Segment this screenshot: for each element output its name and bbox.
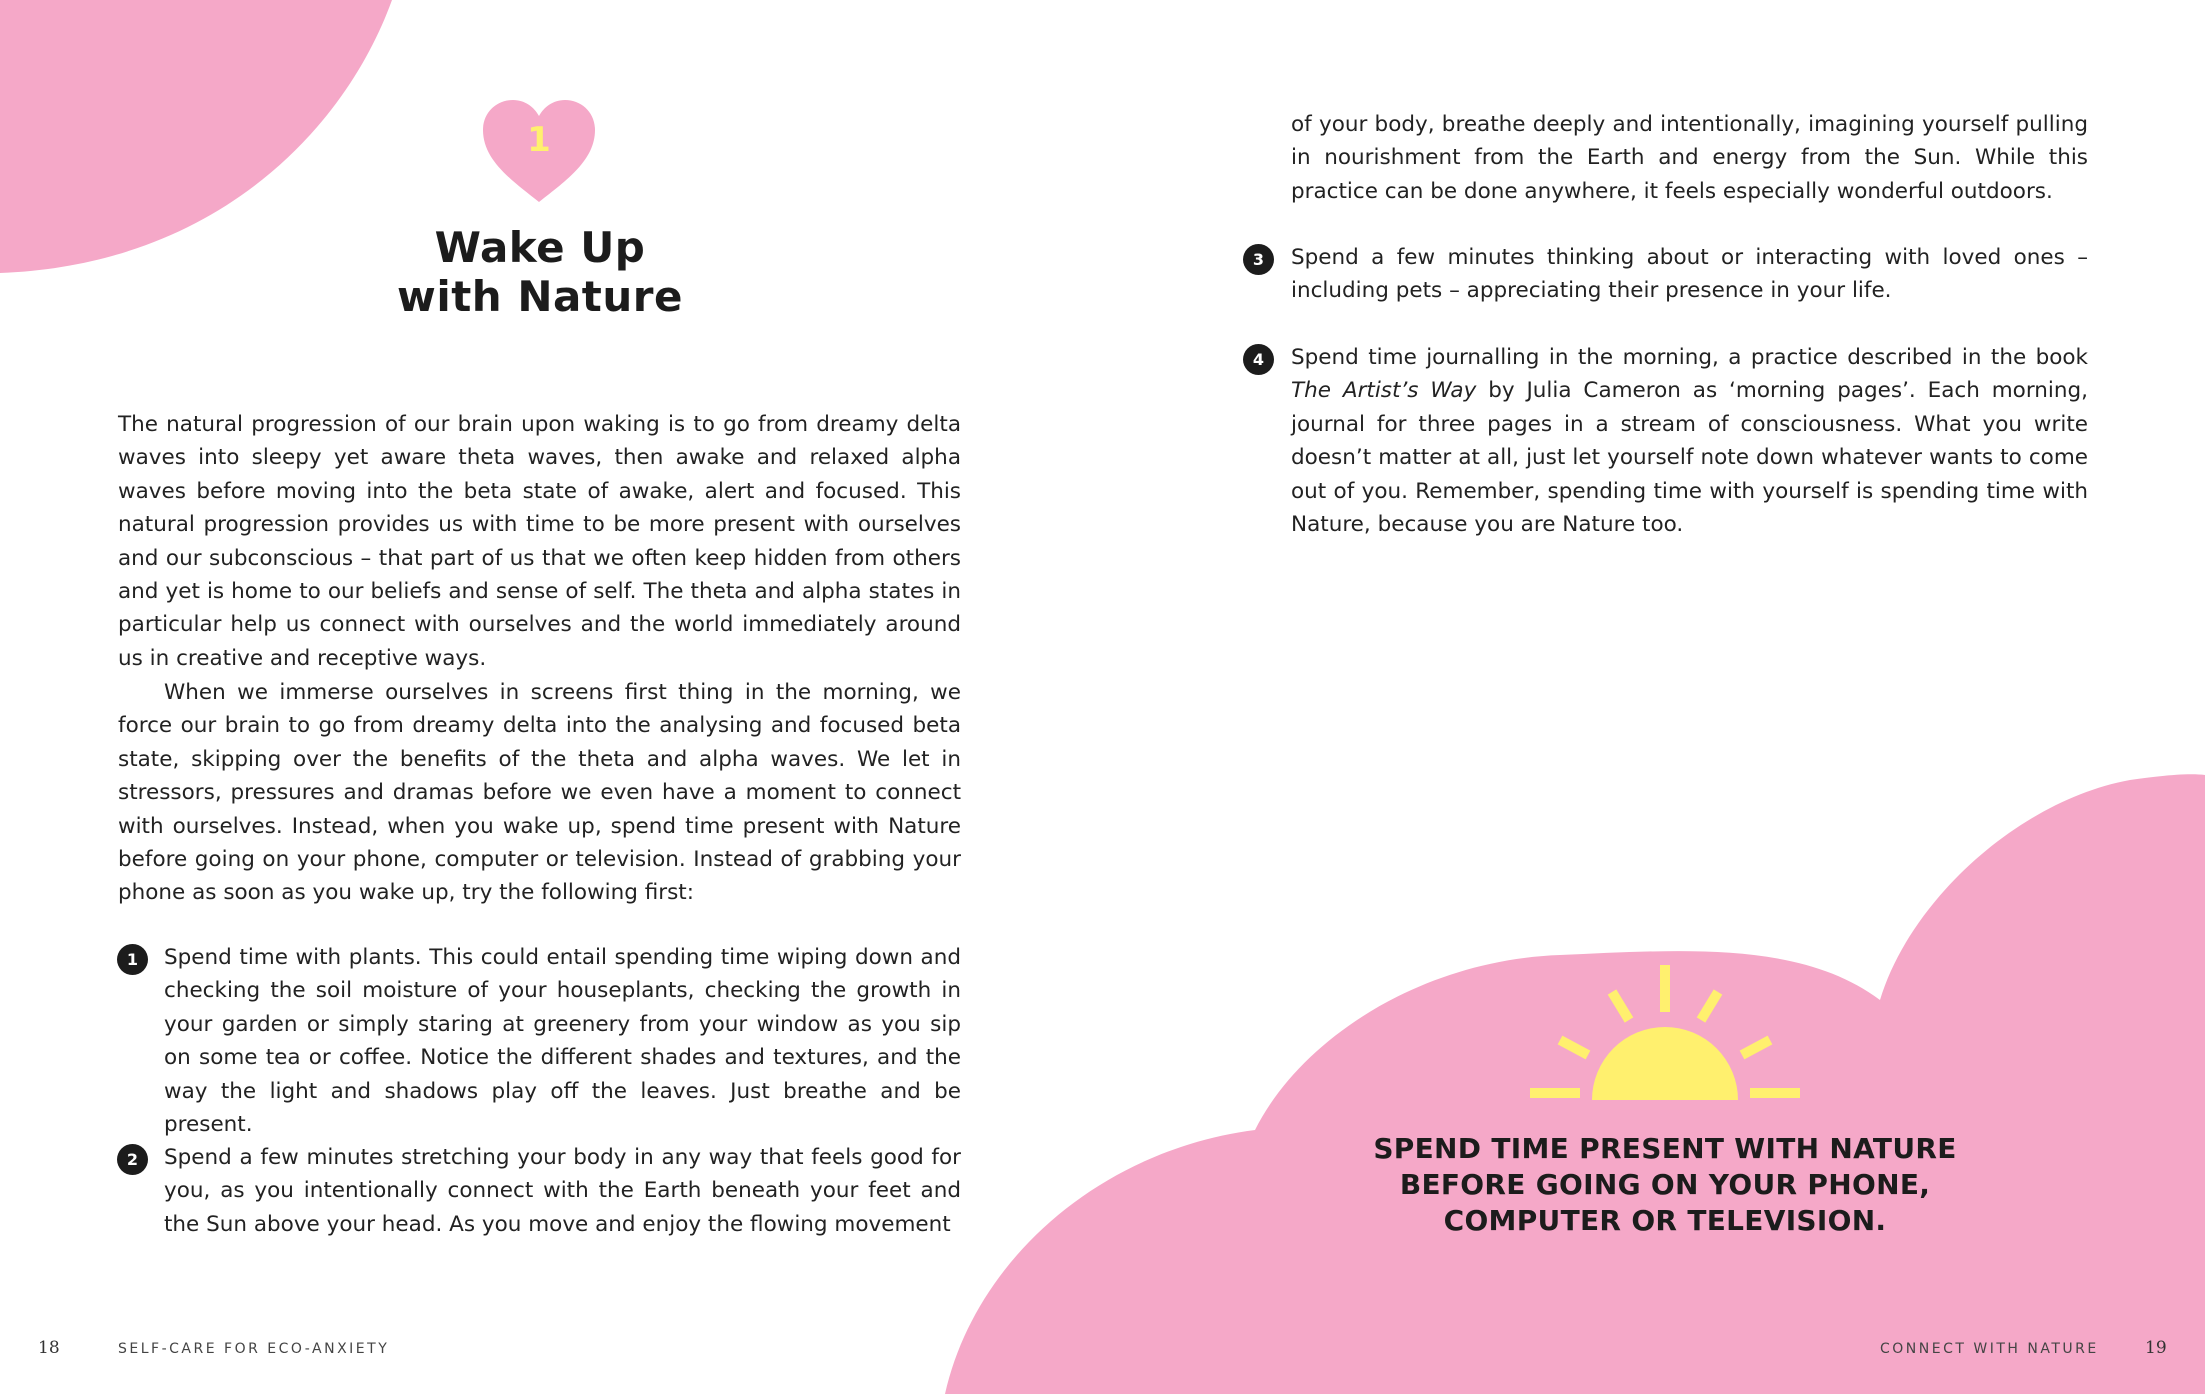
list-item-text: Spend time with plants. This could entail spending time wiping down and checking the soil moisture of your houseplants, checking the growth in your garden or simply staring at greenery from your window as you sip on some tea or coffee. Notice the different shades and textures, and the way the light and shadows play off the leaves. Just breathe and be present. [164,945,961,1138]
book-title: The Artist’s Way [1291,378,1477,404]
chapter-number: 1 [527,120,551,160]
quote-line-1: SPEND TIME PRESENT WITH NATURE [1373,1132,1957,1165]
list-item-text: Spend a few minutes stretching your body in any way that feels good for you, as you intentionally connect with the Earth beneath your feet and the Sun above your head. As you move and enjoy the flowing movement [164,1145,961,1237]
list-item-text [1291,341,2088,541]
right-page-number: 19 [2145,1338,2167,1358]
number-bullet: 3 [1243,244,1274,275]
number-bullet: 1 [117,944,148,975]
left-page-number: 18 [38,1338,60,1358]
chapter-number-heart [481,98,597,206]
title-line-2: with Nature [397,272,683,321]
second-paragraph: When we immerse ourselves in screens first thing in the morning, we force our brain to go from dreamy delta into the analysing and focused beta state, skipping over the benefits of the theta and alpha waves. We let in stressors, pressures and dramas before we even have a moment to connect with ourselves. Instead, when you wake up, spend time present with Nature before going on your phone, computer or television. Instead of grabbing your phone as soon as you wake up, try the following first: [118,680,961,906]
number-bullet: 2 [117,1144,148,1175]
pull-quote [1330,1131,2000,1239]
list-item-text: Spend a few minutes thinking about or interacting with loved ones – including pets – appreciating their presence in your life. [1291,245,2088,304]
title-line-1: Wake Up [434,223,646,272]
quote-line-3: COMPUTER OR TELEVISION. [1443,1204,1887,1237]
sun-icon [1530,960,1800,1120]
intro-paragraph: The natural progression of our brain upon waking is to go from dreamy delta waves into sleepy yet aware theta waves, then awake and relaxed alpha waves before moving into the beta state of awake, alert and focused. This natural progression provides us with time to be more present with ourselves and our subconscious – that part of us that we often keep hidden from others and yet is home to our beliefs and sense of self. The theta and alpha states in particular help us connect with ourselves and the world immediately around us in creative and receptive ways. [118,412,961,671]
item-4-text-after: by Julia Cameron as ‘morning pages’. Each morning, journal for three pages in a stream of consciousness. What you write doesn’t matter at all, just let yourself note down whatever wants to come out of you. Remember, spending time with yourself is spending time with Nature, because you are Nature too. [1291,378,2088,538]
number-bullet: 4 [1243,344,1274,375]
item-4-text-before: Spend time journalling in the morning, a practice described in the book [1291,345,2088,370]
continuation-paragraph: of your body, breathe deeply and intentionally, imagining yourself pulling in nourishment from the Earth and energy from the Sun. While this practice can be done anywhere, it feels especially wonderful outdoors. [1291,112,2088,204]
quote-line-2: BEFORE GOING ON YOUR PHONE, [1399,1168,1931,1201]
right-running-head: CONNECT WITH NATURE [1880,1341,2099,1357]
page-title [340,223,740,321]
left-running-head: SELF-CARE FOR ECO-ANXIETY [118,1341,390,1357]
